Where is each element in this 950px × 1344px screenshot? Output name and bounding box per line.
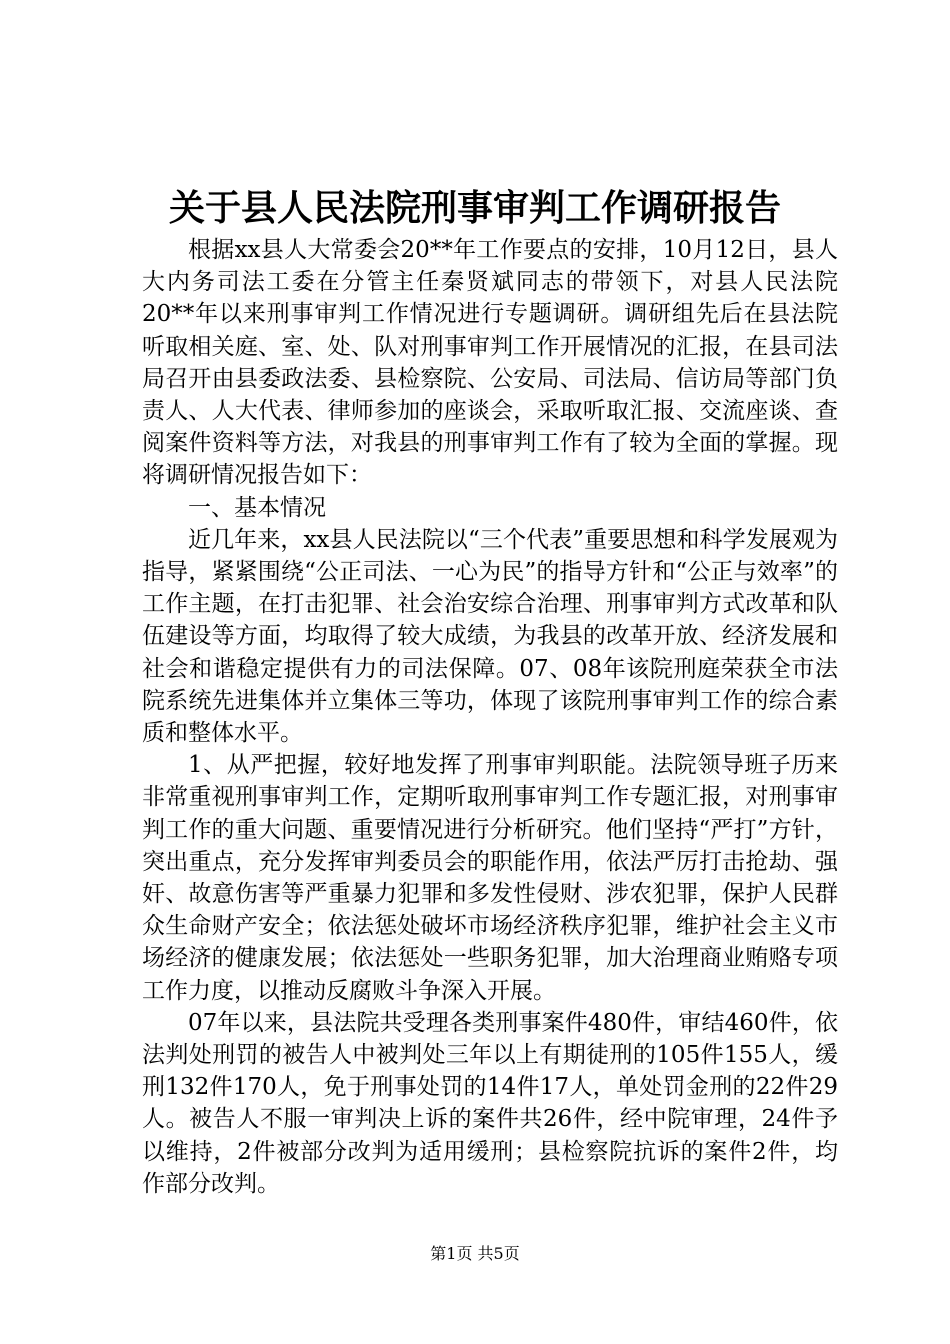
document-title: 关于县人民法院刑事审判工作调研报告 [168,187,781,229]
paragraph-point-1: 1、从严把握，较好地发挥了刑事审判职能。法院领导班子历来非常重视刑事审判工作，定期听取刑事审判工作专题汇报，对刑事审判工作的重大问题、重要情况进行分析研究。他们坚持“严打”方针，突出重点，充分发挥审判委员会的职能作用，依法严厉打击抢劫、强奸、故意伤害等严重暴力犯罪和多发性侵财、涉农犯罪，保护人民群众生命财产安全；依法惩处破坏市场经济秩序犯罪，维护社会主义市场经济的健康发展；依法惩处一些职务犯罪，加大治理商业贿赂专项工作力度，以推动反腐败斗争深入开展。 [142,752,838,1004]
section-heading-basic: 一、基本情况 [188,494,326,521]
paragraph-intro: 根据xx县人大常委会20**年工作要点的安排，10月12日，县人大内务司法工委在分管主任秦贤斌同志的带领下，对县人民法院20**年以来刑事审判工作情况进行专题调研。调研组先后在县法院听取相关庭、室、处、队对刑事审判工作开展情况的汇报，在县司法局召开由县委政法委、县检察院、公安局、司法局、信访局等部门负责人、人大代表、律师参加的座谈会，采取听取汇报、交流座谈、查阅案件资料等方法，对我县的刑事审判工作有了较为全面的掌握。现将调研情况报告如下： [142,237,838,489]
document-body [142,234,838,1200]
page-footer: 第1页 共5页 [430,1244,520,1263]
paragraph-overview: 近几年来，xx县人民法院以“三个代表”重要思想和科学发展观为指导，紧紧围绕“公正司法、一心为民”的指导方针和“公正与效率”的工作主题，在打击犯罪、社会治安综合治理、刑事审判方式改革和队伍建设等方面，均取得了较大成绩，为我县的改革开放、经济发展和社会和谐稳定提供有力的司法保障。07、08年该院刑庭荣获全市法院系统先进集体并立集体三等功，体现了该院刑事审判工作的综合素质和整体水平。 [142,526,838,747]
paragraph-statistics: 07年以来，县法院共受理各类刑事案件480件，审结460件，依法判处刑罚的被告人中被判处三年以上有期徒刑的105件155人，缓刑132件170人，免于刑事处罚的14件17人，单处罚金刑的22件29人。被告人不服一审判决上诉的案件共26件，经中院审理，24件予以维持，2件被部分改判为适用缓刑；县检察院抗诉的案件2件，均作部分改判。 [142,1009,838,1197]
